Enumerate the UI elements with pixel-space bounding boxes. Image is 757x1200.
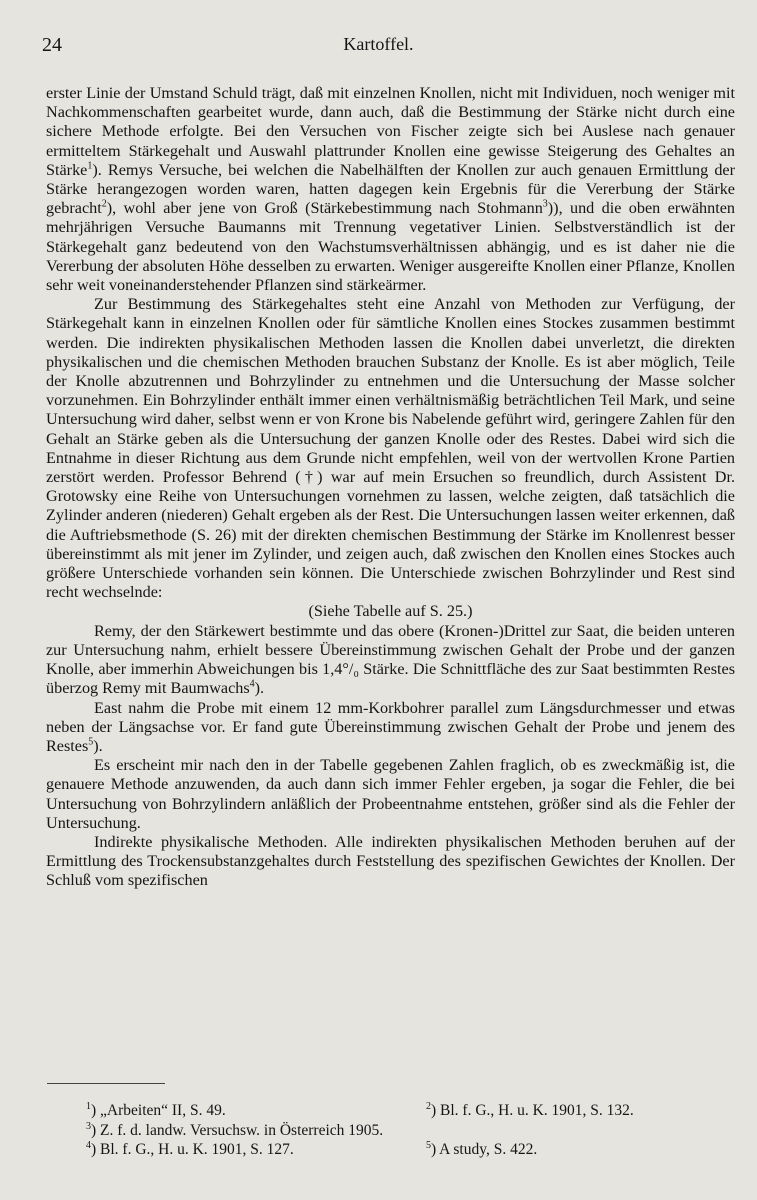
footnotes [86,1101,736,1160]
running-head: Kartoffel. [343,34,414,54]
footnote-ref: 5 [88,736,94,748]
footnote-row [86,1140,736,1160]
footnote: $^3$) Z. f. d. landw. Versuchsw. in Österreich 1905. [86,1120,384,1139]
footnote-rule [47,1083,165,1084]
paragraph: Es erscheint mir nach den in der Tabelle gegebenen Zahlen fraglich, ob es zweckmäßig ist, die genauere Methode anzuwenden, da auch dann sich immer Fehler ergeben, ja sogar die Fehler, die bei Untersuchung von Bohrzylindern anläßlich der Probeentnahme entstehen, größer sind als die Fehler der Untersuchung. [46,756,735,832]
footnote-ref: 3 [542,198,548,210]
footnote-ref: 4 [249,678,255,690]
paragraph: Zur Bestimmung des Stärkegehaltes steht eine Anzahl von Methoden zur Verfügung, der Stärkegehalt kann in einzelnen Knollen oder für sämtliche Knollen eines Stockes zusammen bestimmt werden. Die indirekten physikalischen Methoden lassen die Knollen dabei unverletzt, die direkten physikalischen und die chemischen Methoden brauchen Substanz der Knolle. Es ist aber möglich, Teile der Knolle abzutrennen und Bohrzylinder zu entnehmen und die Untersuchung der Masse solcher vorzunehmen. Ein Bohrzylinder enthält immer einen verhältnismäßig beträchtlichen Teil Mark, und seine Untersuchung wird daher, selbst wenn er von Krone bis Nabelende geführt wird, geringere Zahlen für den Gehalt an Stärke geben als die Untersuchung der ganzen Knolle oder des Restes. Dabei wird sich die Entnahme in dieser Richtung aus dem Grunde nicht empfehlen, weil von der wertvollen Krone Partien zerstört werden. Professor Behrend (†) war auf mein Ersuchen so freundlich, durch Assistent Dr. Grotowsky eine Reihe von Untersuchungen vornehmen zu lassen, welche zeigten, daß tatsächlich die Zylinder anderen (niederen) Gehalt ergeben als der Rest. Die Untersuchungen lassen weiter erkennen, daß die Auftriebsmethode (S. 26) mit der direkten chemischen Bestimmung der Stärke im Knollenrest besser übereinstimmt als mit jener im Zylinder, und zeigen auch, daß zwischen den Knollen eines Stockes auch größere Unterschiede vorhanden sein können. Die Unterschiede zwischen Bohrzylinder und Rest sind recht wechselnde: [46,295,735,602]
footnote-row [86,1101,736,1121]
body-text [46,84,735,891]
footnote: $^5$) A study, S. 422. [426,1139,538,1158]
footnote: $^2$) Bl. f. G., H. u. K. 1901, S. 132. [426,1100,634,1119]
footnote-ref: 1 [87,160,93,172]
footnote: $^1$) „Arbeiten“ II, S. 49. [86,1100,226,1119]
footnote-row [86,1121,736,1141]
paragraph: Indirekte physikalische Methoden. Alle indirekten physikalischen Methoden beruhen auf der Ermittlung des Trockensubstanzgehaltes durch Feststellung des spezifischen Gewichtes der Knollen. Der Schluß vom spezifischen [46,832,735,890]
paragraph: Remy, der den Stärkewert bestimmte und das obere (Kronen-)Drittel zur Saat, die beiden unteren zur Untersuchung nahm, erhielt bessere Übereinstimmung zwischen Gehalt der Probe und der ganzen Knolle, aber immerhin Abweichungen bis 1,4°/₀ Stärke. Die Schnittfläche des zur Saat bestimmten Restes überzog Remy mit Baumwachs$^4$). [46,621,735,698]
table-reference: (Siehe Tabelle auf S. 25.) [308,602,473,621]
paragraph: erster Linie der Umstand Schuld trägt, daß mit einzelnen Knollen, nicht mit Individuen, noch weniger mit Nachkommenschaften gearbeitet wurde, dann auch, daß die Bestimmung der Stärke nicht durch eine sichere Methode erfolgte. Bei den Versuchen von Fischer zeigte sich bei Auslese nach genauer ermitteltem Stärkegehalt und Auswahl plattrunder Knollen eine gewisse Steigerung des Gehaltes an Stärke$^1$). Remys Versuche, bei welchen die Nabelhälften der Knollen zur auch genauen Ermittlung der Stärke herangezogen worden waren, hatten dagegen kein Ergebnis für die Vererbung der Stärke gebracht$^2$), wohl aber jene von Groß (Stärkebestimmung nach Stohmann$^3$)), und die oben erwähnten mehrjährigen Versuche Baumanns mit Trennung vegetativer Linien. Selbstverständlich ist der Stärkegehalt ganz bedeutend von den Wachstumsverhältnissen abhängig, und es ist daher nie die Vererbung der absoluten Höhe desselben zu erwarten. Weniger ausgereifte Knollen einer Pflanze, Knollen sehr weit voneinanderstehender Pflanzen sind stärkeärmer. [46,84,736,295]
footnote-ref: 2 [101,198,107,210]
paragraph: East nahm die Probe mit einem 12 mm-Korkbohrer parallel zum Längsdurchmesser und etwas neben der Längsachse vor. Er fand gute Übereinstimmung zwischen Gehalt der Probe und jenem des Restes$^5$). [46,698,735,755]
footnote: $^4$) Bl. f. G., H. u. K. 1901, S. 127. [86,1139,294,1158]
page-number: 24 [42,34,62,56]
